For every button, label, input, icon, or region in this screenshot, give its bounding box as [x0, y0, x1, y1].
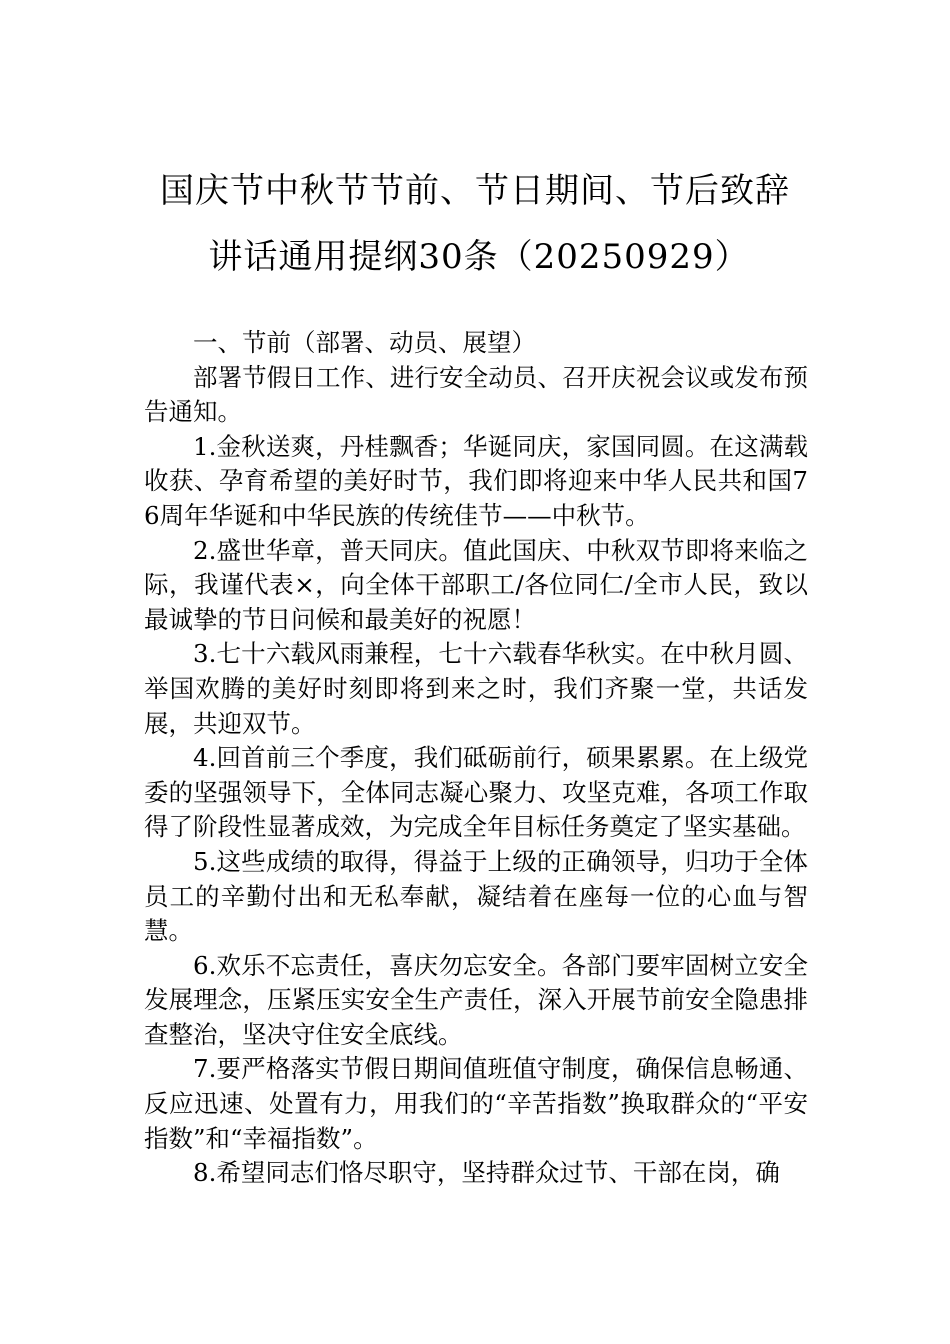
title-line-1: 国庆节中秋节节前、节日期间、节后致辞: [160, 171, 790, 211]
list-item: 5.这些成绩的取得，得益于上级的正确领导，归功于全体员工的辛勤付出和无私奉献，凝结着在座每一位的心血与智慧。: [144, 846, 808, 946]
list-item: 3.七十六载风雨兼程，七十六载春华秋实。在中秋月圆、举国欢腾的美好时刻即将到来之时，我们齐聚一堂，共话发展，共迎双节。: [144, 639, 808, 738]
document-title: [0, 158, 950, 290]
section-intro: 部署节假日工作、进行安全动员、召开庆祝会议或发布预告通知。: [144, 362, 808, 427]
title-line-2: 讲话通用提纲30条（20250929）: [208, 237, 750, 277]
list-item: 2.盛世华章，普天同庆。值此国庆、中秋双节即将来临之际，我谨代表×，向全体干部职工/各位同仁/全市人民，致以最诚挚的节日问候和最美好的祝愿！: [144, 535, 808, 634]
document-body: [144, 326, 808, 1191]
section-heading: 一、节前（部署、动员、展望）: [193, 328, 536, 357]
list-item: 6.欢乐不忘责任，喜庆勿忘安全。各部门要牢固树立安全发展理念，压紧压实安全生产责任，深入开展节前安全隐患排查整治，坚决守住安全底线。: [144, 950, 808, 1049]
list-item: 4.回首前三个季度，我们砥砺前行，硕果累累。在上级党委的坚强领导下，全体同志凝心聚力、攻坚克难，各项工作取得了阶段性显著成效，为完成全年目标任务奠定了坚实基础。: [144, 743, 808, 842]
list-item: 7.要严格落实节假日期间值班值守制度，确保信息畅通、反应迅速、处置有力，用我们的“辛苦指数”换取群众的“平安指数”和“幸福指数”。: [144, 1054, 808, 1153]
list-item: 8.希望同志们恪尽职守，坚持群众过节、干部在岗，确: [193, 1158, 780, 1188]
list-item: 1.金秋送爽，丹桂飘香；华诞同庆，家国同圆。在这满载收获、孕育希望的美好时节，我们即将迎来中华人民共和国76周年华诞和中华民族的传统佳节——中秋节。: [144, 431, 808, 530]
